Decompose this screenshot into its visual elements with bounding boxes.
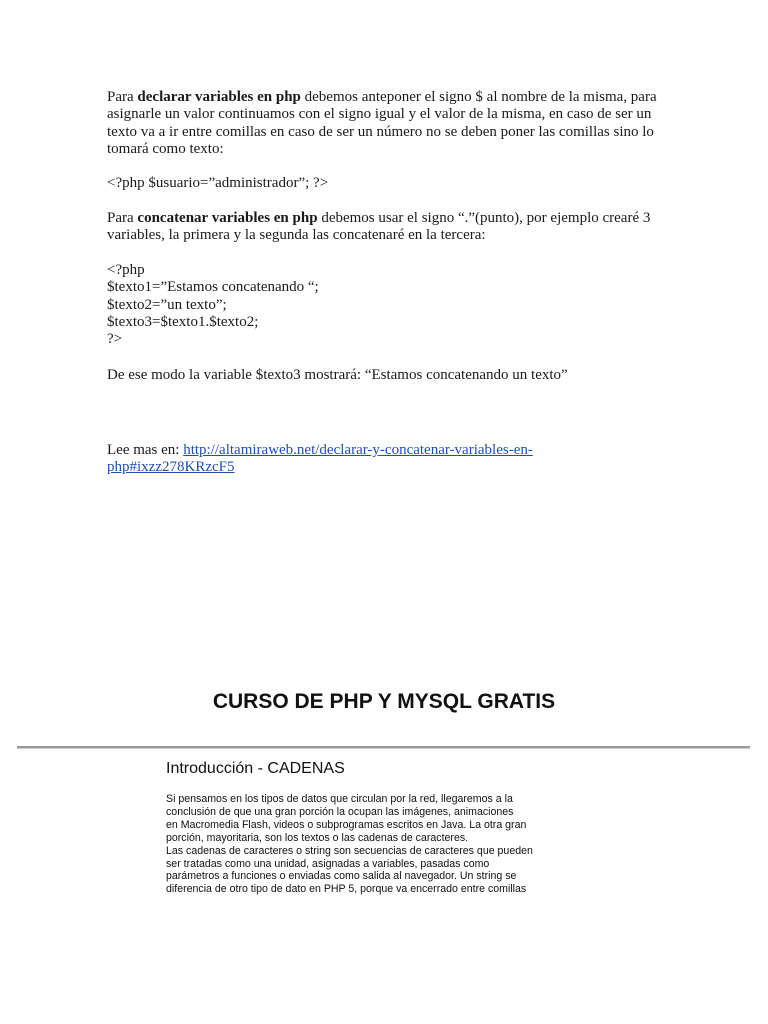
para2-rest: debemos usar el signo “.”(punto), por ejemplo crearé 3 variables, la primera y la segunda las concatenaré en la tercera: [107, 210, 651, 244]
body-line: parámetros a funciones o enviadas como salida al navegador. Un string se [166, 870, 517, 883]
read-more-link[interactable]: http://altamiraweb.net/declarar-y-concatenar-variables-en- [183, 442, 533, 458]
section-body [166, 793, 566, 896]
divider [17, 746, 750, 749]
para1-lead: Para [107, 89, 138, 105]
section-subtitle: Introducción - CADENAS [166, 760, 345, 777]
para1-bold: declarar variables en php [137, 89, 301, 105]
code-usuario [107, 175, 667, 192]
paragraph-declarar [107, 89, 667, 158]
code2-line: $texto2=”un texto”; [107, 296, 227, 313]
paragraph-concatenar [107, 210, 667, 245]
body-line: Si pensamos en los tipos de datos que circulan por la red, llegaremos a la [166, 793, 513, 805]
para2-lead: Para [107, 210, 138, 226]
body-line: Las cadenas de caracteres o string son secuencias de caracteres que pueden [166, 844, 533, 857]
code2-line: $texto1=”Estamos concatenando “; [107, 279, 319, 296]
para2-bold: concatenar variables en php [137, 210, 318, 226]
para3-text: De ese modo la variable $texto3 mostrará: “Estamos concatenando un texto” [107, 367, 568, 383]
body-line: porción, mayoritaria, son los textos o las cadenas de caracteres. [166, 831, 469, 844]
section-title: CURSO DE PHP Y MYSQL GRATIS [212, 690, 556, 713]
body-line: conclusión de que una gran porción la ocupan las imágenes, animaciones [166, 805, 514, 818]
read-more-link-cont[interactable]: php#ixzz278KRzcF5 [107, 459, 235, 476]
paragraph-result [107, 367, 667, 384]
code1-line: <?php $usuario=”administrador”; ?> [107, 175, 329, 191]
body-line: diferencia de otro tipo de dato en PHP 5, porque va encerrado entre comillas [166, 883, 527, 896]
read-more-prefix: Lee mas en: [107, 442, 184, 458]
read-more [107, 442, 667, 477]
para1-rest: debemos anteponer el signo $ al nombre de la misma, para asignarle un valor continuamos con el signo igual y el valor de la misma, en caso de ser un texto va a ir entre comillas en caso de ser un número no se deben poner las comillas sino lo tomará como texto: [107, 89, 657, 157]
body-line: en Macromedia Flash, videos o subprogramas escritos en Java. La otra gran [166, 818, 527, 831]
code-concatenar [107, 262, 667, 348]
code2-line: $texto3=$texto1.$texto2; [107, 313, 259, 330]
code2-line: <?php [107, 262, 145, 278]
body-line: ser tratadas como una unidad, asignadas a variables, pasadas como [166, 857, 490, 870]
code2-line: ?> [107, 331, 123, 348]
